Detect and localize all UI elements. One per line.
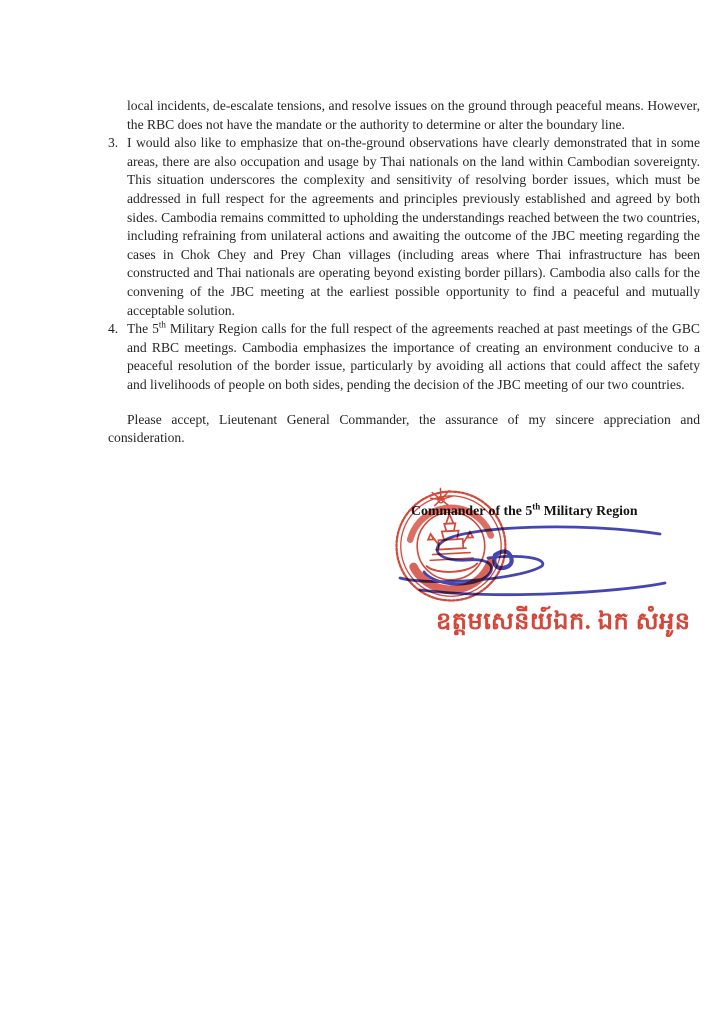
stamp-ring-text-bottom [414,563,492,592]
paragraph-continuation [127,97,700,134]
stamp-ring-text-top [409,506,491,540]
item-number: 4. [108,321,119,337]
item-text-pre: The 5 [127,321,159,337]
closing-paragraph: Please accept, Lieutenant General Commander, the assurance of my sincere appreciation and consideration. [108,411,700,446]
military-seal-stamp [385,483,517,611]
signature-stroke-blob [494,551,511,568]
item-number: 3. [108,135,119,151]
commander-title-post: Military Region [540,503,638,518]
stamp-temple-emblem [424,513,478,573]
ordinal-superscript: th [532,501,541,512]
signature-stroke-underline [420,583,665,595]
commander-title-pre: Commander of the 5 [411,503,533,518]
handwritten-signature [395,515,670,605]
stamp-outer-ring [394,489,508,603]
khmer-signer-name: ឧត្តមសេនីយ៍ឯក. ឯក សំអូន [436,609,691,635]
signature-stroke-loop [424,527,660,584]
stamp-outer-circle [398,493,504,599]
list-item-4 [108,320,700,394]
item-text [127,320,700,394]
commander-title [411,503,661,519]
item-text-post: Military Region calls for the full respect of the agreements reached at past meetings of the GBC and RBC meetings. Cambodia emphasizes the importance of creating an environment conducive to a peaceful resolution of the border issue, particularly by avoiding all actions that could affect the safety and livelihoods of people on both sides, pending the decision of the JBC meeting of our two countries. [127,321,700,392]
list-item-3 [108,134,700,320]
item-text: I would also like to emphasize that on-the-ground observations have clearly demonstrated that in some areas, there are also occupation and usage by Thai nationals on the land within Cambodian sovereignty. This situation underscores the complexity and sensitivity of resolving border issues, which must be addressed in full respect for the agreements and principles previously established and agreed by both sides. Cambodia remains committed to upholding the understandings reached between the two countries, including refraining from unilateral actions and awaiting the outcome of the JBC meeting regarding the cases in Chok Chey and Prey Chan villages (including areas where Thai infrastructure has been constructed and Thai nationals are operating beyond existing border pillars). Cambodia also calls for the convening of the JBC meeting at the earliest possible opportunity to find a peaceful and mutually acceptable solution. [127,135,700,318]
stamp-starburst [430,488,452,506]
letter-body [108,97,700,448]
signature-stroke-ellipse [400,556,543,581]
ordinal-superscript: th [158,319,166,330]
paragraph-continuation-text: local incidents, de-escalate tensions, and resolve issues on the ground through peaceful means. However, the RBC does not have the mandate or the authority to determine or alter the boundary line. [127,98,700,132]
stamp-inner-circle [415,511,486,582]
